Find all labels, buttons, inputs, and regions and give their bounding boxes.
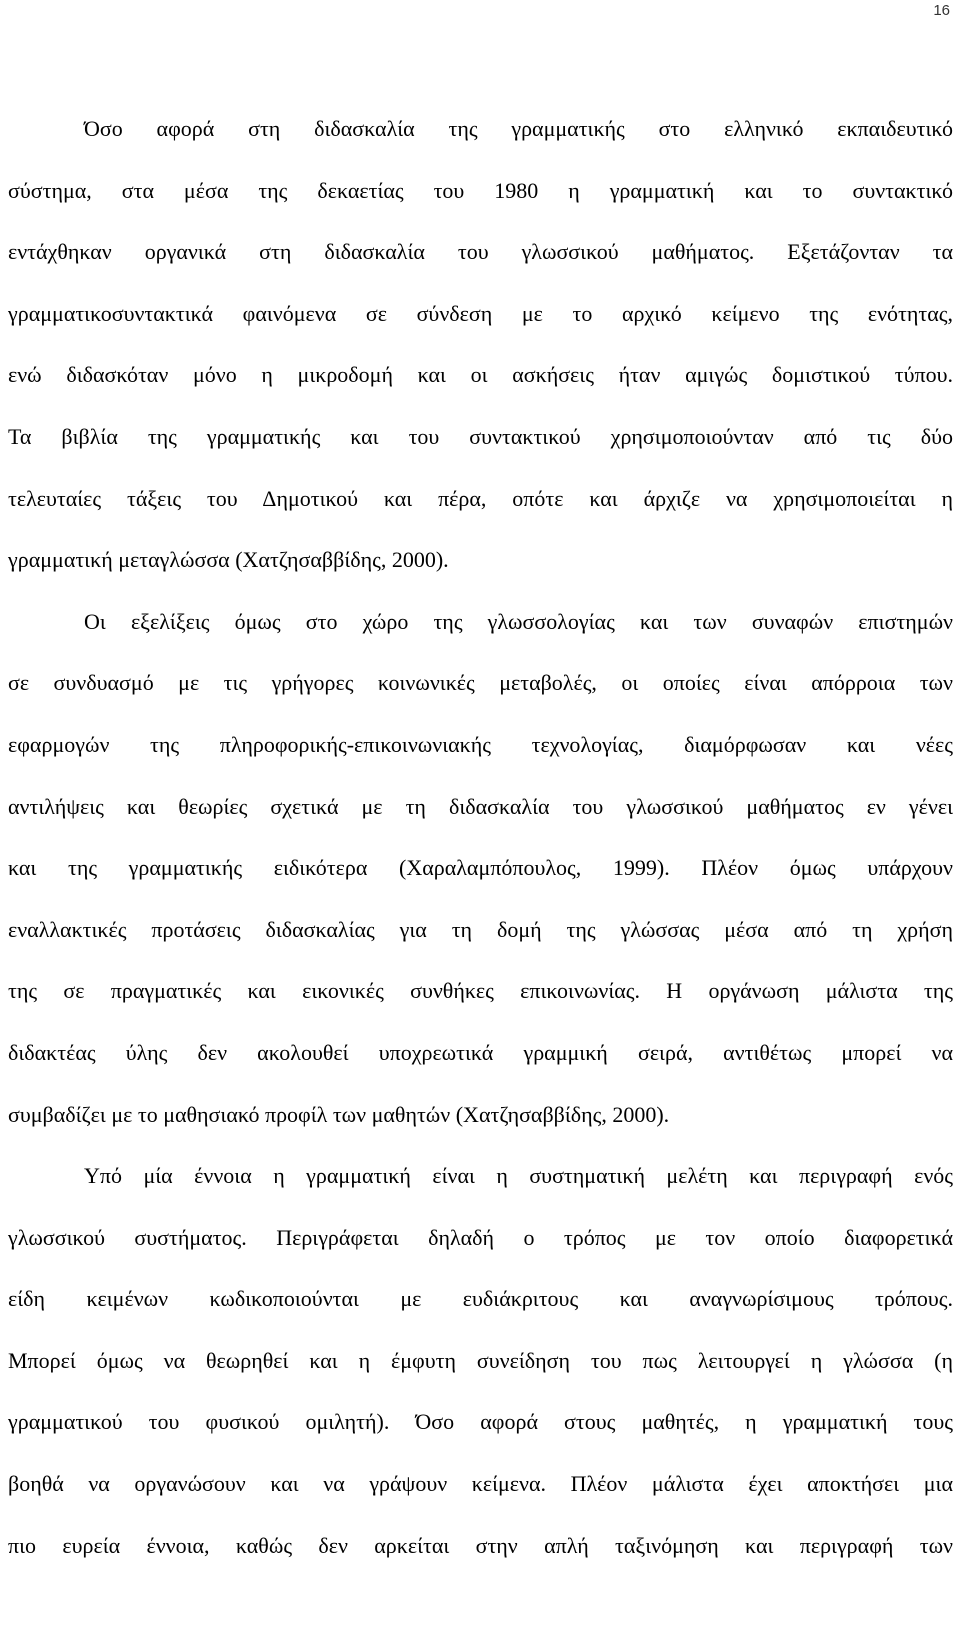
paragraph-1 bbox=[8, 98, 953, 591]
text-line: σε συνδυασμό με τις γρήγορες κοινωνικές μεταβολές, οι οποίες είναι απόρροια των bbox=[8, 670, 953, 696]
body-text bbox=[8, 98, 953, 1576]
text-line: γραμματικού του φυσικού ομιλητή). Όσο αφορά στους μαθητές, η γραμματική τους bbox=[8, 1409, 953, 1435]
text-line: εναλλακτικές προτάσεις διδασκαλίας για τη δομή της γλώσσας μέσα από τη χρήση bbox=[8, 916, 953, 942]
text-line: βοηθά να οργανώσουν και να γράψουν κείμενα. Πλέον μάλιστα έχει αποκτήσει μια bbox=[8, 1471, 953, 1497]
text-line: Μπορεί όμως να θεωρηθεί και η έμφυτη συνείδηση του πως λειτουργεί η γλώσσα (η bbox=[8, 1347, 953, 1373]
text-line: και της γραμματικής ειδικότερα (Χαραλαμπόπουλος, 1999). Πλέον όμως υπάρχουν bbox=[8, 855, 953, 881]
text-line: εφαρμογών της πληροφορικής-επικοινωνιακής τεχνολογίας, διαμόρφωσαν και νέες bbox=[8, 731, 953, 757]
text-line: τελευταίες τάξεις του Δημοτικού και πέρα, οπότε και άρχιζε να χρησιμοποιείται η bbox=[8, 485, 953, 511]
text-line: γραμματικοσυντακτικά φαινόμενα σε σύνδεση με το αρχικό κείμενο της ενότητας, bbox=[8, 300, 953, 326]
text-line: της σε πραγματικές και εικονικές συνθήκες επικοινωνίας. Η οργάνωση μάλιστα της bbox=[8, 978, 953, 1004]
text-line: πιο ευρεία έννοια, καθώς δεν αρκείται στην απλή ταξινόμηση και περιγραφή των bbox=[8, 1532, 953, 1558]
paragraph-3 bbox=[8, 1145, 953, 1576]
text-line: Οι εξελίξεις όμως στο χώρο της γλωσσολογίας και των συναφών επιστημών bbox=[84, 608, 953, 634]
text-line: Υπό μία έννοια η γραμματική είναι η συστηματική μελέτη και περιγραφή ενός bbox=[84, 1163, 953, 1189]
text-line: συμβαδίζει με το μαθησιακό προφίλ των μαθητών (Χατζησαββίδης, 2000). bbox=[8, 1101, 670, 1127]
text-line: εντάχθηκαν οργανικά στη διδασκαλία του γλωσσικού μαθήματος. Εξετάζονταν τα bbox=[8, 239, 953, 265]
text-line: Όσο αφορά στη διδασκαλία της γραμματικής στο ελληνικό εκπαιδευτικό bbox=[84, 116, 953, 141]
text-line: γραμματική μεταγλώσσα (Χατζησαββίδης, 2000). bbox=[8, 547, 449, 573]
text-line: γλωσσικού συστήματος. Περιγράφεται δηλαδή ο τρόπος με τον οποίο διαφορετικά bbox=[8, 1224, 953, 1250]
paragraph-2 bbox=[8, 591, 953, 1145]
text-line: ενώ διδασκόταν μόνο η μικροδομή και οι ασκήσεις ήταν αμιγώς δομιστικού τύπου. bbox=[8, 362, 953, 388]
page-number: 16 bbox=[933, 2, 950, 19]
text-line: Τα βιβλία της γραμματικής και του συντακτικού χρησιμοποιούνταν από τις δύο bbox=[8, 423, 953, 449]
text-line: αντιλήψεις και θεωρίες σχετικά με τη διδασκαλία του γλωσσικού μαθήματος εν γένει bbox=[8, 793, 953, 819]
text-line: σύστημα, στα μέσα της δεκαετίας του 1980 η γραμματική και το συντακτικό bbox=[8, 177, 953, 203]
text-line: διδακτέας ύλης δεν ακολουθεί υποχρεωτικά γραμμική σειρά, αντιθέτως μπορεί να bbox=[8, 1039, 953, 1065]
text-line: είδη κειμένων κωδικοποιούνται με ευδιάκριτους και αναγνωρίσιμους τρόπους. bbox=[8, 1286, 953, 1312]
